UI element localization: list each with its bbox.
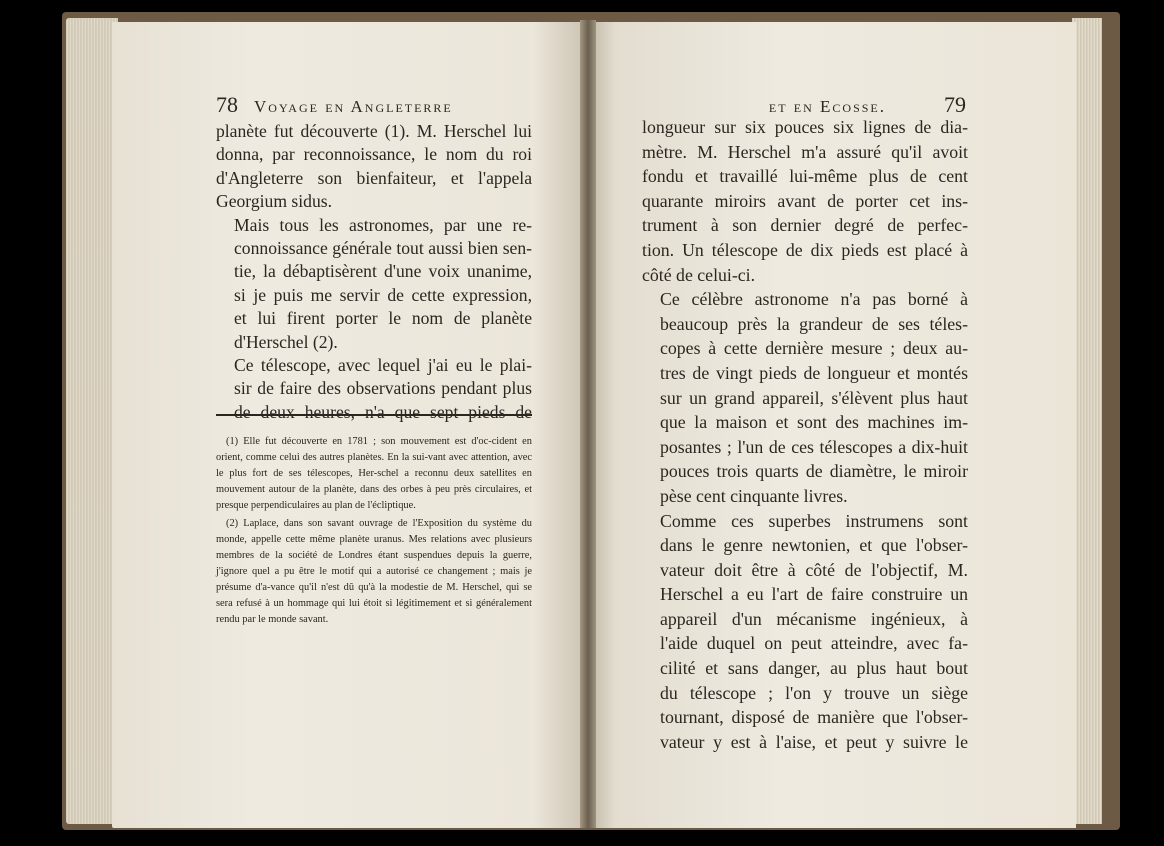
text-line: Comme ces superbes instrumens sont — [660, 510, 968, 531]
right-page-number: 79 — [944, 92, 966, 117]
text-line: et lui firent porter le nom de planète — [234, 308, 532, 329]
left-page — [112, 22, 590, 828]
text-line: du télescope ; l'on y trouve un siège — [660, 682, 968, 703]
text-line: mètre. M. Herschel m'a assuré qu'il avoit — [642, 141, 968, 162]
text-line: pouces trois quarts de diamètre, le miroir — [660, 461, 968, 482]
footnote-rule — [216, 414, 532, 416]
paragraph — [642, 287, 968, 508]
text-line: Ce télescope, avec lequel j'ai eu le plai- — [234, 355, 532, 376]
right-body-text — [642, 115, 968, 754]
text-line: planète fut découverte (1). M. Herschel lui — [216, 121, 532, 141]
text-line: posantes ; l'un de ces télescopes a dix-huit — [660, 436, 968, 457]
page-edges-right — [1072, 18, 1102, 824]
text-line: l'aide duquel on peut atteindre, avec fa- — [660, 633, 968, 654]
text-line: tres de vingt pieds de longueur et montés — [660, 362, 968, 383]
footnote: (2) Laplace, dans son savant ouvrage de l'Exposition du système du monde, appelle cette même planète uranus. Mes relations avec plusieurs membres de la société de Londres étant suspendues depuis la guerre, j'ignore quel a pu être le motif qui a autorisé ce changement ; mais je présume d'a-vance qu'il n'est dû qu'à la modestie de M. Herschel, qui se sera refusé à un hommage qui lui étoit si légitimement et si généralement rendu par le monde savant. — [216, 518, 532, 625]
text-line: d'Angleterre son bienfaiteur, et l'appela — [216, 167, 532, 188]
text-line: donna, par reconnoissance, le nom du roi — [216, 144, 532, 165]
text-line: quarante miroirs avant de porter cet ins- — [642, 190, 968, 211]
text-line: de deux heures, n'a que sept pieds de — [234, 401, 532, 422]
right-page — [586, 22, 1076, 828]
text-line: côté de celui-ci. — [642, 264, 756, 285]
text-line: beaucoup près la grandeur de ses téles- — [660, 313, 968, 334]
left-body-text — [216, 120, 532, 424]
text-line: cilité et sans danger, au plus haut bout — [660, 658, 968, 679]
text-line: tion. Un télescope de dix pieds est placé à — [642, 239, 968, 260]
text-line: dans le genre newtonien, et que l'obser- — [660, 535, 968, 556]
text-line: appareil d'un mécanisme ingénieux, à — [660, 608, 968, 629]
text-line: sir de faire des observations pendant plus — [234, 378, 532, 399]
paragraph — [642, 509, 968, 755]
text-line: fondu et travaillé lui-même plus de cent — [642, 166, 968, 187]
text-line: Mais tous les astronomes, par une re- — [234, 214, 532, 235]
footnote: (1) Elle fut découverte en 1781 ; son mouvement est d'oc-cident en orient, comme celui des autres planètes. En la sui-vant avec attention, avec le plus fort de ses télescopes, Her-schel a reconnu deux satellites en mouvement autour de la planète, dans des orbes à peu près circulaires, et presque perpendiculaires au plan de l'écliptique. — [216, 436, 532, 511]
text-line: vateur y est à l'aise, et peut y suivre le — [660, 731, 968, 752]
text-line: Georgium sidus. — [216, 191, 332, 212]
page-edges-left — [66, 18, 118, 824]
text-line: longueur sur six pouces six lignes de dia- — [642, 117, 968, 137]
text-line: vateur doit être à côté de l'objectif, M. — [660, 559, 968, 580]
text-line: sur un grand appareil, s'élèvent plus haut — [660, 387, 968, 408]
left-footnotes — [216, 434, 532, 630]
paragraph — [216, 120, 532, 214]
paragraph — [642, 115, 968, 287]
text-line: Ce célèbre astronome n'a pas borné à — [660, 289, 968, 310]
left-running-title: Voyage en Angleterre — [254, 97, 453, 116]
text-line: si je puis me servir de cette expression, — [234, 284, 532, 305]
text-line: trument à son dernier degré de perfec- — [642, 215, 968, 236]
text-line: d'Herschel (2). — [234, 331, 338, 352]
text-line: copes à cette dernière mesure ; deux au- — [660, 338, 968, 359]
book-gutter — [580, 20, 596, 828]
text-line: pèse cent cinquante livres. — [660, 485, 848, 506]
text-line: que la maison et sont des machines im- — [660, 412, 968, 433]
text-line: Herschel a eu l'art de faire construire un — [660, 584, 968, 605]
text-line: connoissance générale tout aussi bien sen- — [234, 238, 532, 259]
text-line: tournant, disposé de manière que l'obser- — [660, 707, 968, 728]
text-line: tie, la débaptisèrent d'une voix unanime, — [234, 261, 532, 282]
left-page-number: 78 — [216, 92, 238, 117]
paragraph — [216, 214, 532, 354]
right-running-title: et en Ecosse. — [768, 97, 886, 116]
